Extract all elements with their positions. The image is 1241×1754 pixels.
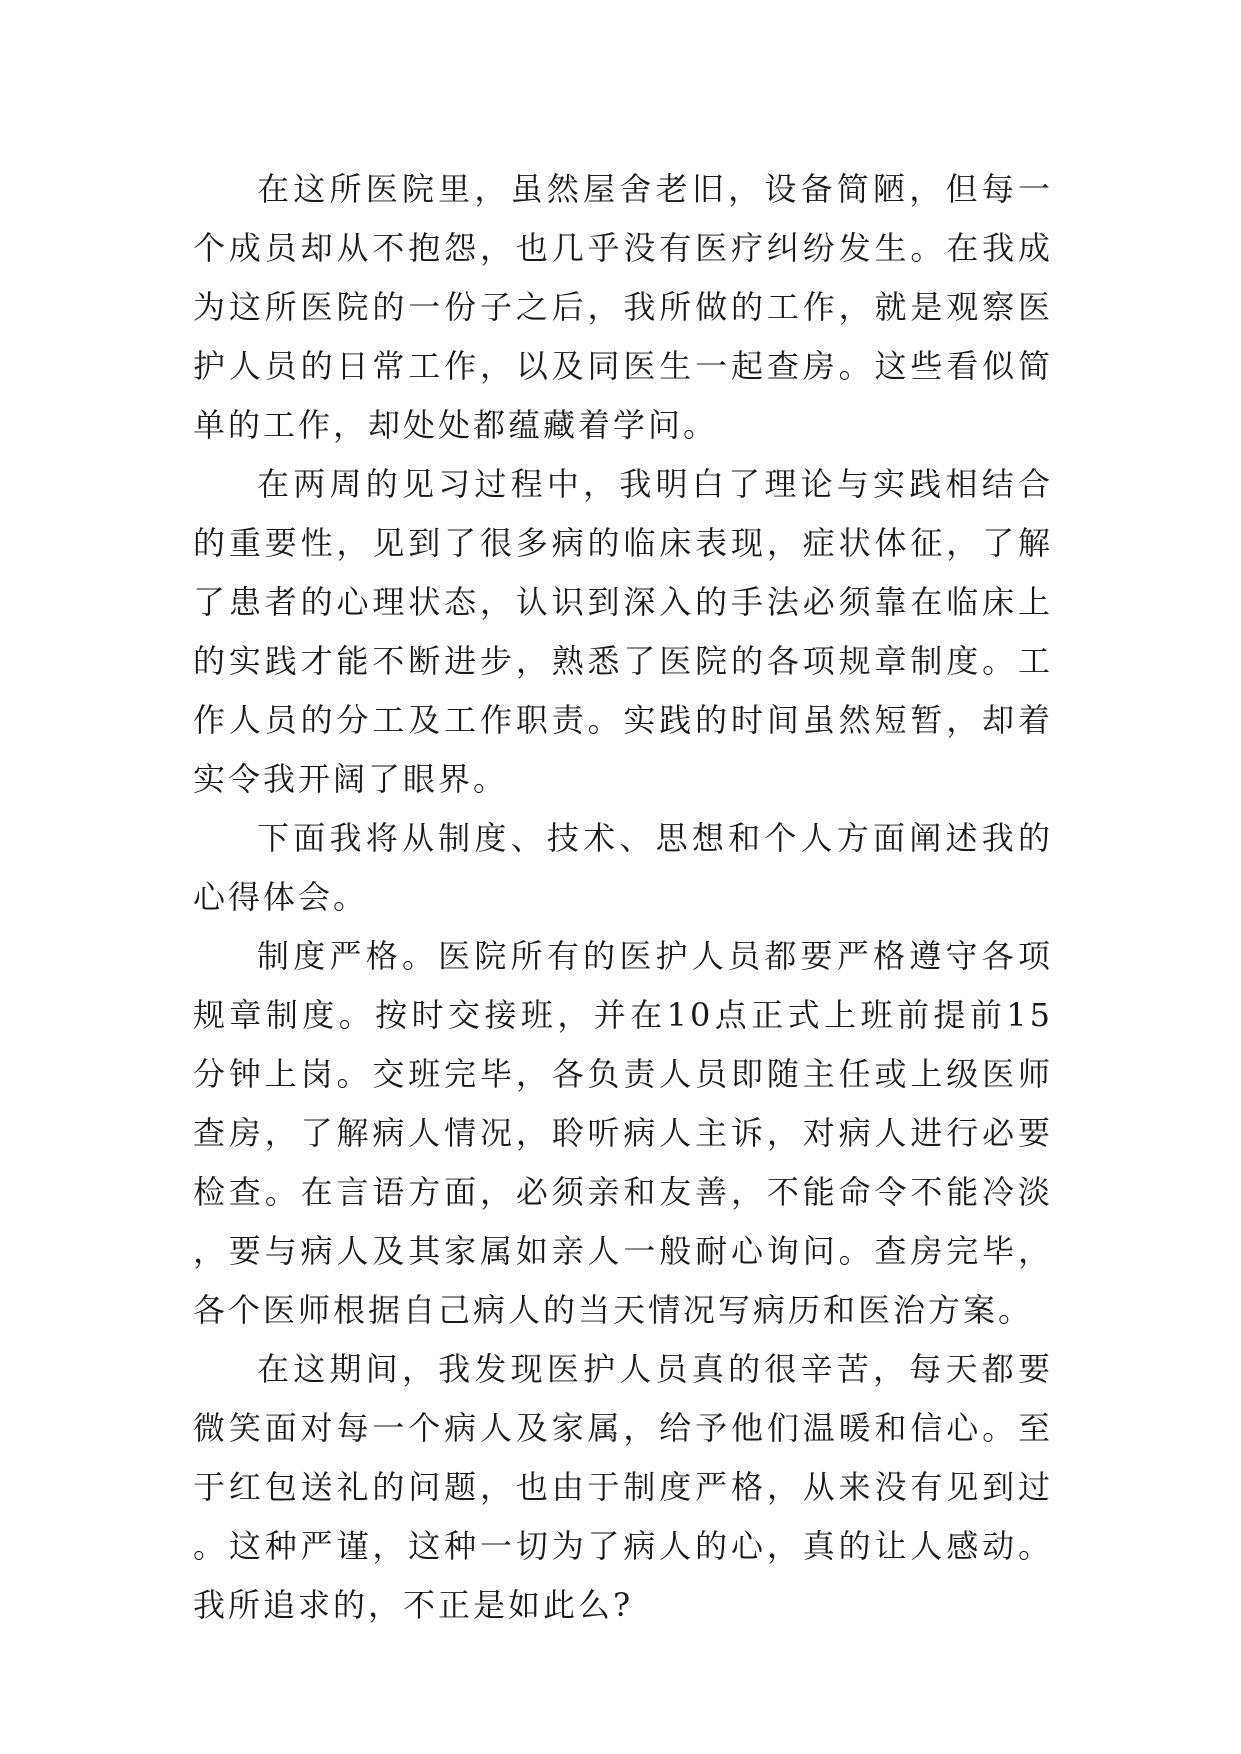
paragraph-two-week-internship: 在两周的见习过程中，我明白了理论与实践相结合的重要性，见到了很多病的临床表现，症状体征，了解了患者的心理状态，认识到深入的手法必须靠在临床上的实践才能不断进步，熟悉了医院的各项规章制度。工作人员的分工及工作职责。实践的时间虽然短暂，却着实令我开阔了眼界。: [193, 465, 1053, 798]
paragraph-strict-rules: 制度严格。医院所有的医护人员都要严格遵守各项规章制度。按时交接班，并在10点正式上班前提前15分钟上岗。交班完毕，各负责人员即随主任或上级医师查房，了解病人情况，聆听病人主诉，对病人进行必要检查。在言语方面，必须亲和友善，不能命令不能冷淡，要与病人及其家属如亲人一般耐心询问。查房完毕，各个医师根据自己病人的当天情况写病历和医治方案。: [193, 937, 1053, 1329]
paragraph-hospital-environment: 在这所医院里，虽然屋舍老旧，设备简陋，但每一个成员却从不抱怨，也几乎没有医疗纠纷发生。在我成为这所医院的一份子之后，我所做的工作，就是观察医护人员的日常工作，以及同医生一起查房。这些看似简单的工作，却处处都蕴藏着学问。: [193, 170, 1053, 444]
paragraph-reflection: 在这期间，我发现医护人员真的很辛苦，每天都要微笑面对每一个病人及家属，给予他们温暖和信心。至于红包送礼的问题，也由于制度严格，从来没有见到过。这种严谨，这种一切为了病人的心，真的让人感动。我所追求的，不正是如此么?: [193, 1350, 1053, 1624]
paragraph-outline: 下面我将从制度、技术、思想和个人方面阐述我的心得体会。: [193, 819, 1053, 916]
document-body: [193, 160, 1053, 1635]
